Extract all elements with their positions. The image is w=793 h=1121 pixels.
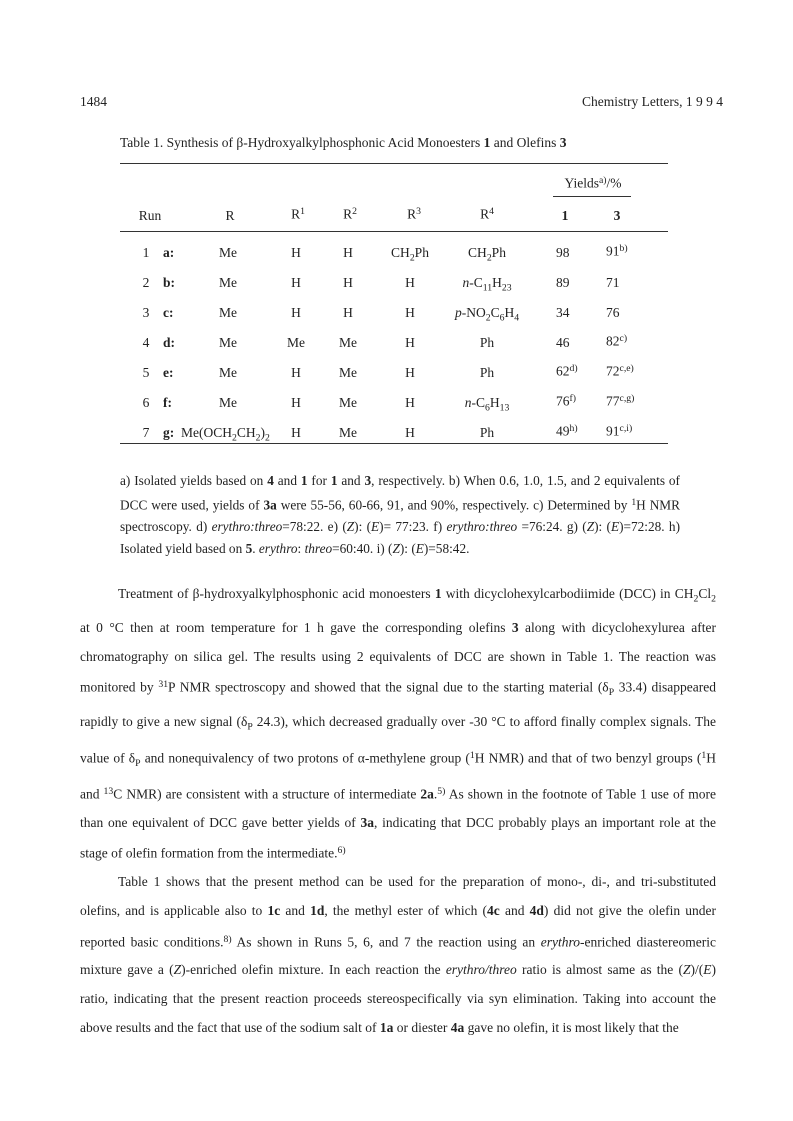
table-cell-yield-1 — [556, 423, 578, 439]
table-cell-r2: H — [343, 305, 353, 320]
footnote-italic: threo — [304, 541, 333, 557]
col-header-r4-sup: 4 — [489, 206, 494, 217]
table-cell-yield-1: 46 — [556, 335, 570, 350]
body-text: and nonequivalency of two protons of α-methylene group ( — [140, 749, 470, 765]
r4-part: C — [490, 305, 500, 320]
table-cell-r2: Me — [339, 365, 357, 380]
col-header-r1-sup: 1 — [300, 206, 305, 217]
reference-mark: 5) — [437, 785, 446, 797]
col-header-yield-3 — [614, 208, 621, 224]
body-text: and — [280, 902, 311, 918]
table-cell-run: 4 — [142, 335, 150, 350]
col-header-r4 — [480, 206, 494, 222]
table-cell-yield-3 — [606, 243, 628, 259]
r4-part: C — [473, 275, 483, 290]
yield-value: 72 — [606, 363, 620, 379]
compound-ref: 4c — [487, 902, 500, 918]
col-header-r4-text: R — [480, 206, 490, 222]
r-part: ) — [260, 425, 265, 440]
yield-value: 77 — [606, 393, 620, 409]
table-cell-yield-3: 76 — [606, 305, 620, 320]
yield-value: 91 — [606, 423, 620, 439]
footnote-italic: E — [610, 519, 620, 535]
r4-prefix: n- — [462, 275, 474, 290]
body-text: , indicating that DCC probably plays an important role at the stage of olefin formation from the intermediate. — [80, 814, 716, 861]
running-header: Chemistry Letters, 1 9 9 4 — [582, 94, 723, 109]
compound-ref: 4a — [450, 1019, 465, 1035]
table-cell-r1: H — [291, 365, 301, 380]
table-cell-code — [163, 425, 174, 441]
table-cell-yield-1: 34 — [556, 305, 570, 320]
r-sub: 2 — [255, 432, 261, 444]
table-cell-code — [163, 335, 175, 351]
table-cell-r1: H — [291, 425, 301, 440]
yields-footnote-mark: a) — [598, 175, 607, 186]
footnote-text: h) Isolated yield based on — [120, 519, 681, 557]
yield-value: 82 — [606, 333, 620, 349]
paragraph-2 — [80, 868, 716, 1042]
table-cell-r3: H — [405, 425, 415, 440]
r4-part: C — [475, 395, 485, 410]
compound-code: e: — [163, 365, 174, 380]
table-cell-r4: Ph — [479, 365, 495, 380]
table-cell-run: 7 — [142, 425, 150, 440]
table-cell-r4 — [455, 305, 519, 323]
table-cell-r2: Me — [339, 335, 357, 350]
compound-code: c: — [163, 305, 174, 320]
r4-sub: 6 — [484, 402, 490, 414]
r4-part: NO — [466, 305, 486, 320]
body-text: As shown in the footnote of Table 1 use of more than one equivalent of DCC gave better yields of — [80, 786, 717, 830]
compound-ref: 1 — [434, 586, 442, 601]
table-cell-r3 — [391, 245, 429, 263]
subscript: P — [608, 686, 615, 698]
body-text: or diester — [393, 1019, 451, 1035]
table-cell-run: 5 — [142, 365, 150, 380]
table-cell-r1: H — [291, 395, 301, 410]
yields-rule — [553, 196, 631, 197]
footnote-italic: erythro — [258, 541, 298, 557]
col-header-yield-1-text: 1 — [561, 208, 569, 223]
col-header-r2 — [343, 206, 357, 222]
table-cell-code — [163, 245, 174, 261]
footnote-text: for — [307, 473, 331, 488]
subscript: 2 — [711, 593, 716, 605]
superscript: 1 — [701, 749, 707, 761]
body-text: ) did not give the olefin under reported basic conditions. — [80, 902, 716, 949]
footnote-text: and — [337, 473, 365, 488]
r4-part: CH — [468, 245, 487, 260]
table-cell-r2: H — [343, 275, 353, 290]
r-sub: 2 — [232, 432, 237, 444]
col-header-r2-sup: 2 — [352, 206, 357, 217]
r4-sub: 4 — [514, 312, 520, 324]
body-text: , the methyl ester of which ( — [324, 902, 488, 918]
col-header-r: R — [225, 208, 235, 223]
footnote-italic: erythro:threo — [211, 519, 283, 535]
compound-code: a: — [163, 245, 175, 260]
footnote-italic: erythro:threo — [446, 519, 518, 535]
subscript: P — [247, 720, 253, 732]
r4-sub: 23 — [501, 282, 512, 294]
table-cell-code — [163, 305, 174, 321]
footnote-italic: Z — [346, 519, 355, 535]
body-text: )-enriched olefin mixture. In each reaction the — [181, 962, 446, 978]
yield-value: 91 — [606, 243, 620, 259]
table-header-rule — [120, 231, 668, 232]
footnote-text: d) — [191, 519, 212, 535]
table-cell-r3: H — [405, 395, 415, 410]
caption-text: Table 1. Synthesis of β-Hydroxyalkylphosphonic Acid Monoesters — [120, 135, 484, 150]
col-header-r2-text: R — [343, 206, 353, 222]
table-cell-yield-3 — [606, 393, 634, 409]
superscript: 1 — [469, 749, 475, 761]
compound-code: g: — [163, 425, 175, 440]
r4-sub: 6 — [499, 312, 505, 324]
table-cell-r1: Me — [287, 335, 305, 350]
table-caption — [120, 135, 567, 151]
footnote-text: g) ( — [562, 519, 587, 535]
table-cell-r: Me — [219, 245, 237, 260]
footnote-text: and — [273, 473, 301, 488]
reference-mark: 8) — [223, 933, 232, 945]
yield-footnote-mark: c) — [619, 333, 628, 344]
col-header-run: Run — [138, 208, 162, 223]
footnote-text: , respectively. — [371, 473, 446, 488]
table-cell-yield-3 — [606, 333, 627, 349]
body-text: P NMR spectroscopy and showed that the signal due to the starting material (δ — [168, 679, 609, 695]
footnote-italic: Z — [586, 519, 595, 535]
body-text: )/( — [690, 962, 704, 978]
compound-code: d: — [163, 335, 176, 350]
footnote-italic: E — [371, 519, 380, 535]
compound-ref: 1d — [310, 902, 325, 918]
body-text: gave no olefin, it is most likely that the — [464, 1019, 679, 1035]
col-header-r1-text: R — [291, 206, 301, 222]
table-cell-r: Me — [219, 365, 237, 380]
table-cell-run: 6 — [142, 395, 150, 410]
compound-ref: 3 — [364, 473, 372, 488]
footnote-text: a) Isolated yields based on — [120, 473, 268, 488]
yield-value: 62 — [556, 363, 570, 379]
table-cell-r4 — [465, 395, 510, 413]
footnote-text: : — [297, 541, 305, 557]
r-part: Me(OCH — [181, 425, 232, 440]
compound-ref: 1 — [300, 473, 308, 488]
r4-sub: 13 — [499, 402, 510, 414]
yields-label: Yields — [564, 175, 599, 191]
table-cell-r2: H — [343, 245, 353, 260]
r4-sub: 2 — [486, 252, 492, 264]
footnote-italic: E — [415, 541, 424, 557]
body-text: Treatment of β-hydroxyalkylphosphonic acid monoesters — [118, 586, 435, 601]
r4-sub: 11 — [482, 282, 493, 294]
compound-ref: 3 — [511, 619, 519, 635]
col-header-r1 — [291, 206, 305, 222]
col-header-r3-text: R — [407, 206, 417, 222]
isotope-sup: 1 — [631, 497, 637, 508]
r4-part: H — [504, 305, 515, 320]
footnote-text: were 55-56, 60-66, 91, and 90%, respectively. — [276, 497, 530, 513]
body-text: with dicyclohexylcarbodiimide (DCC) in CH — [441, 586, 694, 601]
compound-ref: 5 — [245, 541, 253, 557]
footnote-italic: Z — [392, 541, 400, 557]
body-text: 24.3), which decreased gradually over -30 °C to afford finally complex signals. The value of δ — [80, 713, 716, 765]
table-cell-r4: Ph — [479, 335, 495, 350]
body-text: -enriched diastereomeric mixture gave a ( — [80, 933, 716, 978]
body-text: Table 1 shows that the present method can be used for the preparation of mono-, di-, and tri-substituted olefins, and is applicable also to — [80, 874, 716, 918]
r-sub: 2 — [264, 432, 270, 444]
footnote-text: ): ( — [399, 541, 416, 557]
yield-footnote-mark: h) — [569, 423, 578, 434]
yield-footnote-mark: c,i) — [619, 423, 633, 434]
body-text: . — [433, 786, 438, 802]
footnote-text: =76:24. — [517, 519, 563, 535]
body-italic: erythro — [540, 933, 580, 949]
compound-ref: 1 — [330, 473, 338, 488]
yield-footnote-mark: c,g) — [619, 393, 635, 404]
footnote-text: f) — [429, 519, 447, 535]
r3-part: CH — [391, 245, 410, 260]
yield-value: 49 — [556, 423, 570, 439]
footnote-text: ): ( — [594, 519, 611, 535]
table-cell-r: Me — [219, 335, 237, 350]
reference-mark: 6) — [337, 845, 346, 857]
table-cell-r4 — [462, 275, 511, 293]
body-text: 33.4) disappeared rapidly to give a new signal (δ — [80, 679, 717, 729]
table-cell-r2: Me — [339, 395, 357, 410]
table-cell-code — [163, 395, 172, 411]
table-top-rule — [120, 163, 668, 164]
yield-footnote-mark: c,e) — [619, 363, 634, 374]
r4-prefix: p- — [454, 305, 467, 320]
table-cell-yield-3 — [606, 423, 632, 439]
col-header-r3-sup: 3 — [416, 206, 421, 217]
r4-part: H — [489, 395, 500, 410]
r4-sub: 2 — [485, 312, 491, 324]
footnote-text: =78:22. — [282, 519, 324, 535]
table-cell-code — [163, 275, 175, 291]
body-text: along with dicyclohexylurea after chromatography on silica gel. The results using 2 equivalents of DCC are shown in Table 1. The reaction was monitored by — [80, 619, 716, 695]
r4-part: H — [492, 275, 502, 290]
body-italic: E — [703, 962, 712, 978]
footnote-text: e) ( — [323, 519, 347, 535]
compound-ref: 4 — [267, 473, 274, 488]
footnote-text: )= 77:23. — [379, 519, 429, 535]
body-text: As shown in Runs 5, 6, and 7 the reaction using an — [231, 933, 541, 949]
body-italic: erythro/threo — [445, 962, 517, 978]
yield-footnote-mark: b) — [619, 243, 628, 254]
compound-ref: 4d — [529, 902, 544, 918]
article-body — [80, 580, 716, 1042]
body-text: H NMR) and that of two benzyl groups ( — [474, 749, 702, 765]
r-part: CH — [236, 425, 256, 440]
footnote-text: c) Determined by — [529, 497, 632, 513]
table-cell-r — [181, 425, 270, 443]
yields-unit: /% — [606, 175, 622, 191]
page-number: 1484 — [80, 94, 107, 109]
table-cell-r: Me — [219, 275, 237, 290]
table-cell-code — [163, 365, 174, 381]
footnote-text: . — [252, 541, 259, 557]
footnote-text: ): ( — [354, 519, 372, 535]
col-header-r3 — [407, 206, 421, 222]
table-cell-run: 2 — [142, 275, 150, 290]
footnote-text: )=58:42. — [423, 541, 470, 557]
body-text: C NMR) are consistent with a structure of intermediate — [113, 786, 421, 802]
table-cell-r1: H — [291, 275, 301, 290]
table-cell-r3: H — [405, 305, 415, 320]
table-cell-r2: Me — [339, 425, 357, 440]
superscript: 13 — [103, 785, 114, 797]
table-cell-r: Me — [219, 395, 237, 410]
body-text: at 0 °C then at room temperature for 1 h gave the corresponding olefins — [80, 619, 512, 635]
table-cell-r3: H — [405, 275, 415, 290]
r3-sub: 2 — [409, 252, 415, 264]
paragraph-1 — [80, 580, 716, 868]
footnote-text: )=72:28. — [619, 519, 665, 535]
col-header-yield-3-text: 3 — [613, 208, 621, 223]
body-italic: Z — [682, 962, 691, 978]
table-cell-r4: Ph — [479, 425, 495, 440]
caption-compound-3: 3 — [559, 135, 567, 150]
body-text: H and — [80, 749, 716, 802]
table-cell-r3: H — [405, 365, 415, 380]
body-text: Cl — [698, 586, 712, 601]
table-cell-yield-1 — [556, 363, 578, 379]
table-cell-yield-3: 71 — [606, 275, 620, 290]
footnote-text: i) ( — [373, 541, 393, 557]
body-italic: Z — [173, 962, 182, 978]
table-cell-r1: H — [291, 305, 301, 320]
table-footnotes — [120, 470, 680, 560]
caption-text: and Olefins — [490, 135, 560, 150]
caption-compound-1: 1 — [483, 135, 491, 150]
compound-ref: 2a — [420, 786, 434, 802]
body-text: ratio is almost same as the ( — [516, 962, 683, 978]
compound-ref: 3a — [263, 497, 277, 513]
table-cell-yield-1: 98 — [556, 245, 570, 260]
table-cell-yield-1 — [556, 393, 576, 409]
compound-ref: 1a — [379, 1019, 394, 1035]
subscript: P — [135, 757, 141, 769]
yields-header — [564, 175, 621, 191]
compound-code: b: — [163, 275, 176, 290]
table-cell-r1: H — [291, 245, 301, 260]
table-cell-yield-3 — [606, 363, 634, 379]
yield-footnote-mark: f) — [569, 393, 576, 404]
compound-ref: 1c — [267, 902, 281, 918]
table-cell-yield-1: 89 — [556, 275, 570, 290]
compound-ref: 3a — [360, 814, 375, 830]
footnote-text: =60:40. — [332, 541, 374, 557]
yield-footnote-mark: d) — [569, 363, 578, 374]
footnote-text: b) When 0.6, 1.0, 1.5, and 2 equivalents of DCC were used, yields of — [120, 473, 680, 513]
body-text: ) ratio, indicating that the present reaction proceeds stereospecifically via syn elimination. Taking into account the above results and the fact that use of the sodium salt of — [80, 962, 716, 1035]
table-cell-r: Me — [219, 305, 237, 320]
yield-value: 76 — [556, 393, 570, 409]
table-cell-run: 1 — [142, 245, 150, 260]
superscript: 31 — [158, 679, 169, 691]
r4-part: Ph — [491, 245, 506, 260]
table-cell-r4 — [468, 245, 506, 263]
r4-prefix: n- — [464, 395, 476, 410]
col-header-yield-1 — [562, 208, 569, 224]
table-cell-r3: H — [405, 335, 415, 350]
body-text: and — [499, 902, 530, 918]
compound-code: f: — [163, 395, 172, 410]
table-cell-run: 3 — [142, 305, 150, 320]
footnote-text: H NMR spectroscopy. — [120, 497, 680, 535]
subscript: 2 — [693, 593, 699, 605]
r3-part: Ph — [414, 245, 429, 260]
